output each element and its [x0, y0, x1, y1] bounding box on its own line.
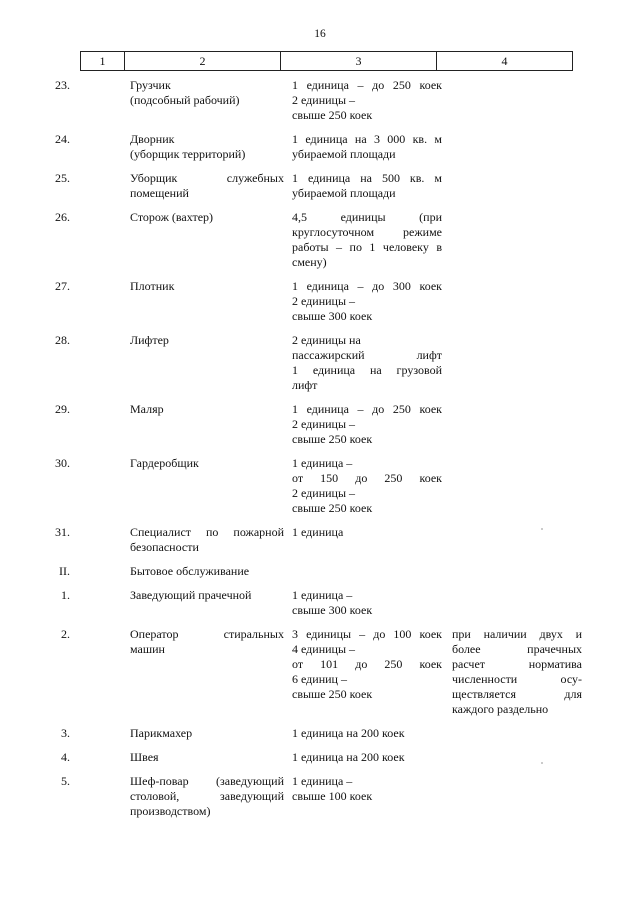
row-number: 30. [55, 456, 70, 470]
column-header-3: 3 [281, 52, 437, 71]
position-name-line: безопасности [130, 540, 199, 554]
row-note [452, 588, 582, 618]
staffing-norm-line: 6 единиц – [292, 672, 347, 686]
table-row [0, 525, 640, 555]
position-name [130, 210, 284, 270]
row-note [452, 726, 582, 741]
row-number: 4. [61, 750, 70, 764]
position-name [130, 774, 284, 819]
row-note [452, 750, 582, 765]
row-number: 29. [55, 402, 70, 416]
staffing-norm-line: убираемой площади [292, 147, 396, 161]
row-note [452, 774, 582, 819]
staffing-norm [292, 132, 442, 162]
row-number: 3. [61, 726, 70, 740]
position-name-line: Лифтер [130, 333, 169, 347]
table-row [0, 132, 640, 162]
position-name-line: Шеф-повар (заведующий [130, 774, 284, 788]
staffing-norm [292, 627, 442, 717]
row-note [452, 525, 582, 555]
page-number: 16 [314, 28, 326, 40]
staffing-norm-line: свыше 250 коек [292, 108, 373, 122]
staffing-norm [292, 78, 442, 123]
position-name [130, 78, 284, 123]
row-note-line: расчет норматива [452, 657, 582, 671]
staffing-norm [292, 171, 442, 201]
position-name-line: Маляр [130, 402, 164, 416]
staffing-norm-line: 1 единица – до 250 коек [292, 402, 442, 416]
position-name [130, 726, 284, 741]
position-name-line: помещений [130, 186, 189, 200]
position-name [130, 279, 284, 324]
table-row [0, 726, 640, 741]
row-note [452, 333, 582, 393]
staffing-norm-line: 3 единицы – до 100 коек [292, 627, 442, 641]
staffing-norm-line: от 150 до 250 коек [292, 471, 442, 485]
table-row [0, 588, 640, 618]
staffing-norm-line: 1 единица на грузовой [292, 363, 442, 377]
column-header-4: 4 [437, 52, 573, 71]
staffing-norm-line: 1 единица на 200 коек [292, 750, 405, 764]
row-number: 27. [55, 279, 70, 293]
row-note [452, 210, 582, 270]
row-note [452, 456, 582, 516]
row-number: 31. [55, 525, 70, 539]
row-number: 5. [61, 774, 70, 788]
staffing-norm [292, 402, 442, 447]
staffing-norm-line: 2 единицы – [292, 486, 356, 500]
staffing-norm-line: 1 единица на 200 коек [292, 726, 405, 740]
table-row [0, 402, 640, 447]
row-number: 24. [55, 132, 70, 146]
position-name [130, 402, 284, 447]
column-header-table [80, 51, 573, 71]
row-note-line: при наличии двух и [452, 627, 582, 641]
position-name-line: Швея [130, 750, 159, 764]
position-name [130, 171, 284, 201]
staffing-norm [292, 456, 442, 516]
staffing-norm-line: 2 единицы – [292, 417, 356, 431]
staffing-norm-line: свыше 300 коек [292, 309, 373, 323]
staffing-norm-line: 2 единицы на [292, 333, 361, 347]
row-number: 28. [55, 333, 70, 347]
staffing-norm [292, 210, 442, 270]
staffing-norm [292, 774, 442, 819]
position-name [130, 627, 284, 717]
position-name [130, 564, 284, 579]
staffing-norm-line: убираемой площади [292, 186, 396, 200]
staffing-norm-line: 1 единица [292, 525, 344, 539]
position-name-line: Плотник [130, 279, 175, 293]
staffing-norm [292, 726, 442, 741]
column-header-row [81, 52, 573, 71]
position-name [130, 525, 284, 555]
position-name [130, 456, 284, 516]
table-row [0, 774, 640, 819]
staff-norms-list [0, 78, 640, 828]
staffing-norm-line: 1 единица – [292, 588, 353, 602]
staffing-norm-line: 2 единицы – [292, 93, 356, 107]
staffing-norm [292, 588, 442, 618]
row-number: II. [59, 564, 70, 578]
staffing-norm-line: лифт [292, 378, 318, 392]
table-row [0, 564, 640, 579]
staffing-norm-line: свыше 250 коек [292, 687, 373, 701]
position-name-line: Дворник [130, 132, 175, 146]
position-name-line: Грузчик [130, 78, 171, 92]
column-header-2: 2 [125, 52, 281, 71]
staffing-norm-line: круглосуточном режиме [292, 225, 442, 239]
position-name [130, 333, 284, 393]
staffing-norm-line: свыше 300 коек [292, 603, 373, 617]
scan-speck [541, 762, 543, 764]
row-note [452, 279, 582, 324]
row-note [452, 132, 582, 162]
staffing-norm [292, 333, 442, 393]
position-name-line: машин [130, 642, 165, 656]
staffing-norm [292, 525, 442, 555]
staffing-norm-line: смену) [292, 255, 327, 269]
table-row [0, 627, 640, 717]
row-note [452, 78, 582, 123]
row-note [452, 402, 582, 447]
row-note [452, 171, 582, 201]
position-name [130, 132, 284, 162]
table-row [0, 333, 640, 393]
table-row [0, 210, 640, 270]
staffing-norm-line: 1 единица – [292, 774, 353, 788]
position-name-line: Оператор стиральных [130, 627, 284, 641]
staffing-norm-line: свыше 250 коек [292, 501, 373, 515]
staffing-norm-line: 1 единица на 3 000 кв. м [292, 132, 442, 146]
staffing-norm-line: пассажирский лифт [292, 348, 442, 362]
row-number: 2. [61, 627, 70, 641]
staffing-norm-line: 1 единица – до 300 коек [292, 279, 442, 293]
staffing-norm [292, 564, 442, 579]
row-note-line: численности осу- [452, 672, 582, 686]
column-header-1: 1 [81, 52, 125, 71]
staffing-norm-line: от 101 до 250 коек [292, 657, 442, 671]
position-name-line: Специалист по пожарной [130, 525, 284, 539]
position-name [130, 588, 284, 618]
row-note-line: ществляется для [452, 687, 582, 701]
row-note [452, 564, 582, 579]
staffing-norm-line: 4,5 единицы (при [292, 210, 442, 224]
staffing-norm-line: 1 единица на 500 кв. м [292, 171, 442, 185]
position-name [130, 750, 284, 765]
position-name-line: производством) [130, 804, 211, 818]
row-note-line: каждого раздельно [452, 702, 549, 716]
position-name-line: (подсобный рабочий) [130, 93, 240, 107]
staffing-norm-line: 1 единица – до 250 коек [292, 78, 442, 92]
row-note [452, 627, 582, 717]
staffing-norm-line: 4 единицы – [292, 642, 356, 656]
staffing-norm-line: 2 единицы – [292, 294, 356, 308]
position-name-line: Уборщик служебных [130, 171, 284, 185]
table-row [0, 171, 640, 201]
position-name-line: Бытовое обслуживание [130, 564, 250, 578]
position-name-line: (уборщик территорий) [130, 147, 246, 161]
position-name-line: Парикмахер [130, 726, 193, 740]
position-name-line: Гардеробщик [130, 456, 199, 470]
table-row [0, 750, 640, 765]
table-row [0, 78, 640, 123]
staffing-norm [292, 750, 442, 765]
row-note-line: более прачечных [452, 642, 582, 656]
row-number: 1. [61, 588, 70, 602]
position-name-line: Сторож (вахтер) [130, 210, 214, 224]
row-number: 26. [55, 210, 70, 224]
staffing-norm-line: свыше 250 коек [292, 432, 373, 446]
table-row [0, 456, 640, 516]
staffing-norm-line: работы – по 1 человеку в [292, 240, 442, 254]
row-number: 23. [55, 78, 70, 92]
staffing-norm-line: 1 единица – [292, 456, 353, 470]
staffing-norm [292, 279, 442, 324]
position-name-line: столовой, заведующий [130, 789, 284, 803]
row-number: 25. [55, 171, 70, 185]
position-name-line: Заведующий прачечной [130, 588, 252, 602]
staffing-norm-line: свыше 100 коек [292, 789, 373, 803]
scan-speck [541, 528, 543, 530]
table-row [0, 279, 640, 324]
